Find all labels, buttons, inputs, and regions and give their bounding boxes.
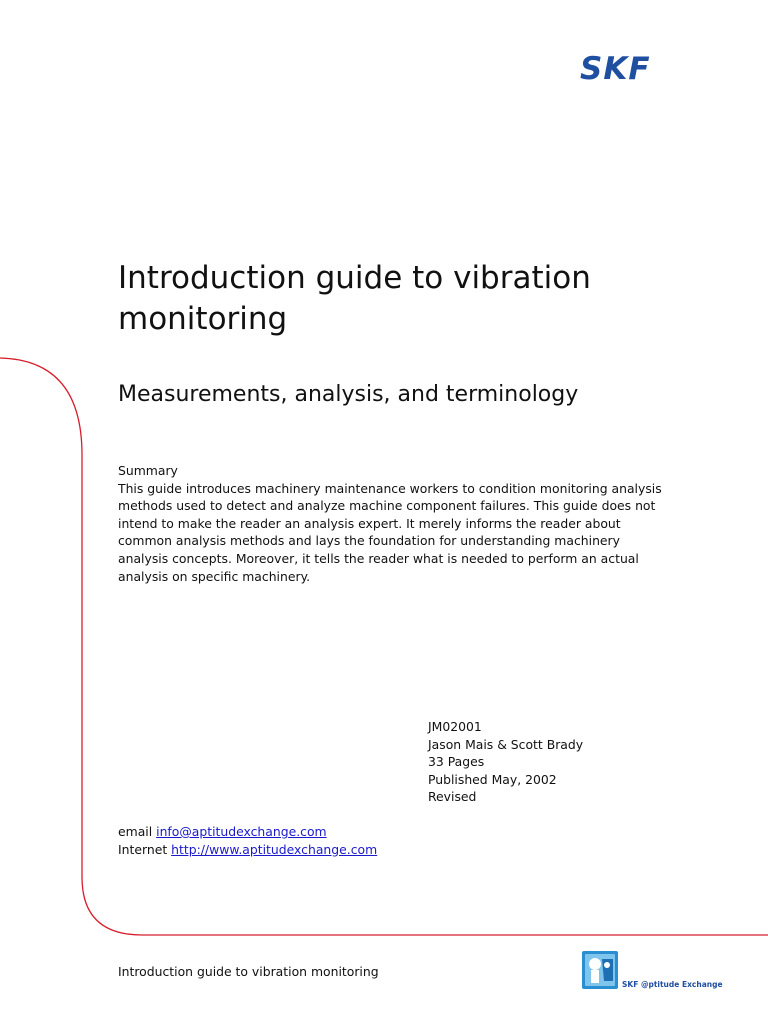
website-link[interactable]: http://www.aptitudexchange.com [171, 841, 378, 857]
page-title: Introduction guide to vibration monitoring [118, 260, 591, 337]
footer-title: Introduction guide to vibration monitoring [118, 964, 379, 979]
skf-logo: SKF [580, 51, 651, 87]
publish-date: Published May, 2002 [428, 771, 557, 787]
summary-line: analysis concepts. Moreover, it tells the reader what is needed to perform an actual [118, 550, 639, 566]
internet-label: Internet [118, 841, 172, 857]
email-row [118, 823, 377, 841]
document-meta [428, 718, 583, 806]
internet-row [118, 841, 377, 859]
summary-line: methods used to detect and analyze machine component failures. This guide does not [118, 498, 656, 514]
email-link[interactable]: info@aptitudexchange.com [156, 824, 327, 839]
summary-heading: Summary [118, 463, 178, 478]
page-subtitle: Measurements, analysis, and terminology [118, 382, 579, 407]
summary-line: common analysis methods and lays the foundation for understanding machinery [118, 533, 620, 549]
email-label: email [118, 824, 157, 839]
page-count: 33 Pages [428, 754, 485, 770]
summary-section [118, 462, 678, 585]
document-authors: Jason Mais & Scott Brady [428, 736, 584, 752]
aptitude-exchange-logo-text: SKF @ptitude Exchange [622, 980, 723, 989]
summary-line: analysis on specific machinery. [118, 568, 311, 584]
document-code: JM02001 [428, 719, 482, 734]
aptitude-exchange-logo [582, 951, 732, 993]
summary-line: This guide introduces machinery maintenance workers to condition monitoring analysis [118, 480, 662, 496]
revision-status: Revised [428, 789, 477, 805]
summary-line: intend to make the reader an analysis expert. It merely informs the reader about [118, 515, 621, 531]
contact-info [118, 823, 377, 858]
aptitude-exchange-icon [582, 951, 618, 989]
